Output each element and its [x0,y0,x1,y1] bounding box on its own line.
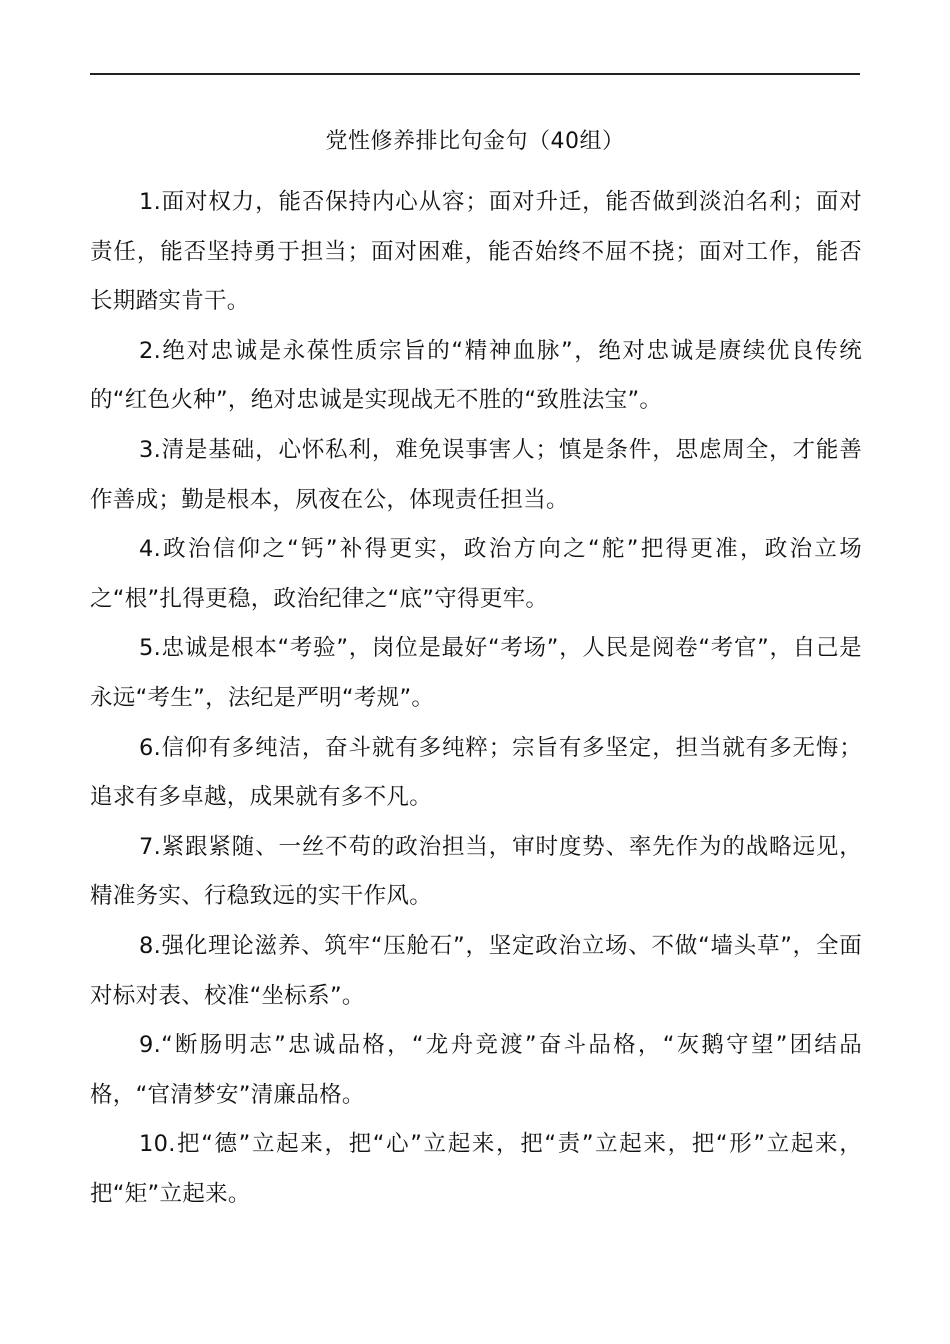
paragraph-4: 4.政治信仰之“钙”补得更实，政治方向之“舵”把得更准，政治立场之“根”扎得更稳，政治纪律之“底”守得更牢。 [90,536,862,612]
paragraph-1: 1.面对权力，能否保持内心从容；面对升迁，能否做到淡泊名利；面对责任，能否坚持勇于担当；面对困难，能否始终不屈不挠；面对工作，能否长期踏实肯干。 [90,189,862,315]
paragraph-3: 3.清是基础，心怀私利，难免误事害人；慎是条件，思虑周全，才能善作善成；勤是根本，夙夜在公，体现责任担当。 [90,436,862,513]
paragraph-6: 6.信仰有多纯洁，奋斗就有多纯粹；宗旨有多坚定，担当就有多无悔；追求有多卓越，成果就有多不凡。 [90,734,862,811]
paragraph-8: 8.强化理论滋养、筑牢“压舱石”，坚定政治立场、不做“墙头草”，全面对标对表、校准“坐标系”。 [90,932,862,1009]
paragraph-2: 2.绝对忠诚是永葆性质宗旨的“精神血脉”，绝对忠诚是赓续优良传统的“红色火种”，绝对忠诚是实现战无不胜的“致胜法宝”。 [90,337,862,414]
paragraph-9: 9.“断肠明志”忠诚品格，“龙舟竞渡”奋斗品格，“灰鹅守望”团结品格，“官清梦安”清廉品格。 [90,1032,862,1108]
document-body [90,178,862,1219]
paragraph-7: 7.紧跟紧随、一丝不苟的政治担当，审时度势、率先作为的战略远见，精准务实、行稳致远的实干作风。 [90,833,862,910]
paragraph-10: 10.把“德”立起来，把“心”立起来，把“责”立起来，把“形”立起来，把“矩”立起来。 [90,1131,862,1207]
document-title: 党性修养排比句金句（40组） [325,129,625,154]
header-rule [90,73,860,75]
paragraph-5: 5.忠诚是根本“考验”，岗位是最好“考场”，人民是阅卷“考官”，自己是永远“考生”，法纪是严明“考规”。 [90,635,862,711]
